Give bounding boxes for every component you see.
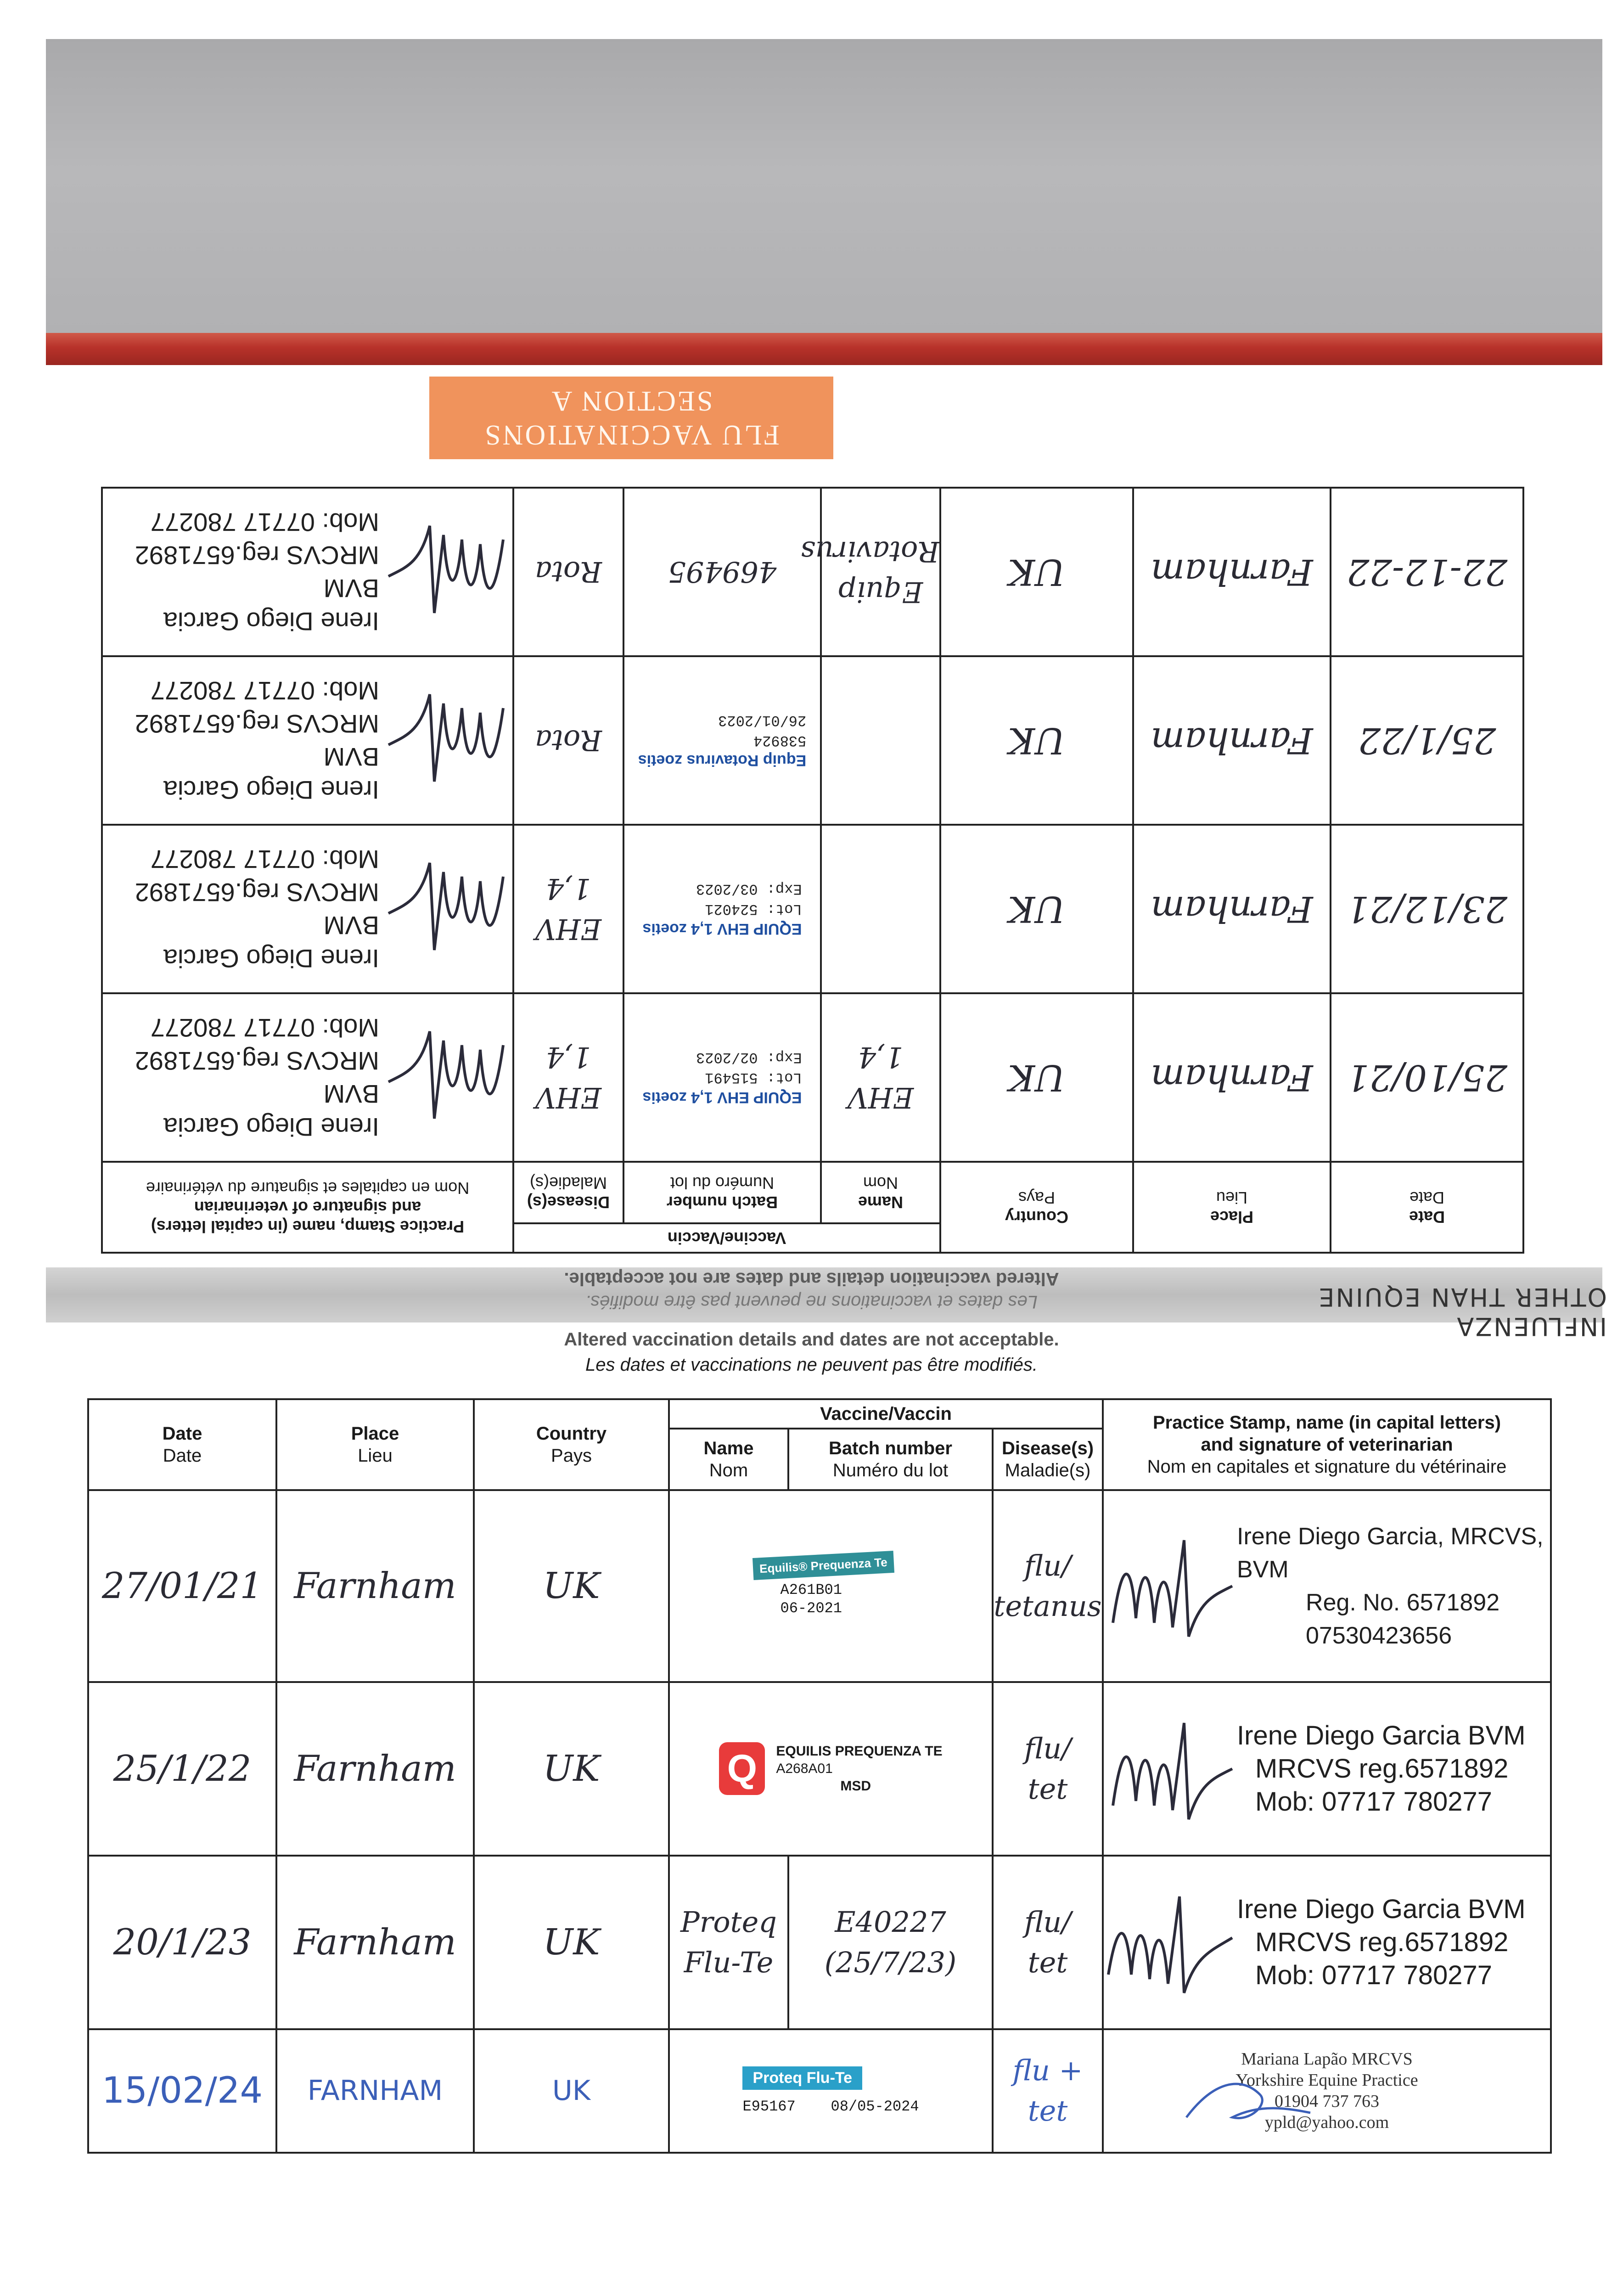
row-place: Farnham [1133,656,1331,825]
row-disease: EHV 1,4 [513,993,623,1162]
col-disease: Disease(s) Maladie(s) [513,1162,623,1223]
vet-mob: Mob: 07717 780277 [150,508,379,537]
row-name [821,825,940,993]
row-date: 20/1/23 [88,1856,276,2029]
table-row [88,1490,1551,1682]
msd-mark: MSD [840,1778,871,1794]
other-than-influenza-note: INFLUENZA OTHER THAN EQUINE [1317,1283,1607,1341]
row-country: UK [474,2029,669,2153]
signature [379,850,512,969]
col-disease: Disease(s) Maladie(s) [993,1429,1103,1490]
vet-name: Irene Diego Garcia BVM [1237,1894,1526,1924]
col-date: Date Date [1331,1162,1523,1253]
row-name: EHV 1,4 [821,993,940,1162]
row-place: Farnham [1133,993,1331,1162]
label-brand: EQUILIS PREQUENZA TE [776,1743,943,1759]
label-batch: A261B01 [780,1581,842,1598]
table-row [102,656,1523,825]
signature [1104,1883,1237,2002]
row-disease: Rota [513,488,623,656]
row-country: UK [474,1856,669,2029]
row-label-sticker [669,2029,993,2153]
col-batch: Batch number Numéro du lot [623,1162,821,1223]
proteq-label [742,2066,919,2115]
col-batch: Batch number Numéro du lot [788,1429,993,1490]
vaccine-label-sticker: EQUIP EHV 1,4 zoetis Lot: 524021 Exp: 03/2023 [642,880,802,938]
row-place: Farnham [1133,825,1331,993]
header-title: FLU VACCINATIONS [483,419,780,450]
table-row [88,2029,1551,2153]
vet-name: Irene Diego Garcia BVM [163,1080,379,1142]
row-vet-stamp [1103,2029,1551,2153]
vet-name: Irene Diego Garcia BVM [163,574,379,636]
row-country: UK [940,488,1133,656]
prequenza-label [670,1742,992,1795]
row-disease: flu + tet [993,2029,1103,2153]
vet-mob: Mob: 07717 780277 [1255,1786,1493,1817]
row-batch-label [623,825,821,993]
row-name [821,656,940,825]
row-country: UK [474,1682,669,1856]
row-date: 15/02/24 [88,2029,276,2153]
row-country: UK [940,656,1133,825]
row-disease: flu/ tet [993,1856,1103,2029]
equilis-label [753,1554,909,1618]
vet-name: Irene Diego Garcia, MRCVS, BVM [1237,1523,1544,1583]
header-section: SECTION A [550,385,713,416]
row-place: Farnham [276,1682,474,1856]
signature [379,681,512,800]
row-disease: flu/ tet [993,1682,1103,1856]
notice-fr: Les dates et vaccinations ne peuvent pas être modifiés. [585,1355,1038,1375]
vet-email: ypld@yahoo.com [1264,2113,1389,2133]
vaccine-label-sticker: EQUIP EHV 1,4 zoetis Lot: 515491 Exp: 02/2023 [642,1049,802,1107]
vet-reg: MRCVS reg.6571892 [135,541,379,570]
label-exp: 08/05-2024 [831,2098,919,2116]
table-row [102,825,1523,993]
label-batch: E95167 [742,2098,796,2116]
upside-down-notice-fr: Les dates et vaccinations ne peuvent pas être modifiés. [585,1292,1038,1312]
row-date: 23/12/21 [1331,825,1523,993]
col-name: Name Nom [821,1162,940,1223]
vet-mob: Mob: 07717 780277 [150,845,379,874]
row-disease: flu/ tetanus [993,1490,1103,1682]
table-row [102,488,1523,656]
section-a-header [429,377,833,459]
upside-down-notice-en: Altered vaccination details and dates are not acceptable. [564,1269,1059,1289]
row-date: 25/1/22 [1331,656,1523,825]
table-row [88,1682,1551,1856]
signature [1177,2067,1315,2131]
vet-reg: MRCVS reg.6571892 [135,878,379,907]
proteq-brand: Proteq Flu-Te [742,2066,862,2090]
row-place: Farnham [276,1856,474,2029]
vet-phone: 01904 737 763 [1275,2092,1379,2111]
col-country: Country Pays [940,1162,1133,1253]
vet-mob: 07530423656 [1306,1622,1452,1649]
row-vet-stamp [102,488,513,656]
grey-top-band [46,39,1602,333]
row-batch-label [623,656,821,825]
row-vet-stamp [1103,1490,1551,1682]
row-vet-stamp [102,656,513,825]
label-batch: A268A01 [776,1761,833,1776]
table-row [88,1856,1551,2029]
row-date: 22-12-22 [1331,488,1523,656]
vaccine-label-sticker: Equip Rotavirus zoetis 538924 26/01/2023 [638,712,807,770]
col-name: Name Nom [669,1429,788,1490]
col-vaccine: Vaccine/Vaccin [669,1399,1103,1429]
row-vet-stamp [1103,1682,1551,1856]
red-stripe [46,333,1602,365]
row-label-sticker [669,1490,993,1682]
vet-reg: MRCVS reg.6571892 [1255,1927,1509,1957]
label-exp: 06-2021 [780,1600,842,1617]
row-disease: EHV 1,4 [513,825,623,993]
upside-down-vaccination-table [101,487,1524,1254]
q-logo-icon: Q [719,1742,765,1795]
row-batch: E40227 (25/7/23) [788,1856,993,2029]
col-date: Date Date [88,1399,276,1490]
vet-name: Irene Diego Garcia BVM [1237,1720,1526,1750]
vet-practice: Yorkshire Equine Practice [1236,2071,1418,2090]
vet-reg: MRCVS reg.6571892 [135,1047,379,1076]
col-vaccine: Vaccine/Vaccin [513,1223,940,1253]
row-place: FARNHAM [276,2029,474,2153]
vet-reg: Reg. No. 6571892 [1306,1589,1500,1616]
row-name: Proteq Flu-Te [669,1856,788,2029]
row-country: UK [940,993,1133,1162]
row-date: 25/1/22 [88,1682,276,1856]
vet-name: Mariana Lapão MRCVS [1241,2049,1413,2069]
vet-mob: Mob: 07717 780277 [150,676,379,706]
row-label-sticker [669,1682,993,1856]
vet-reg: MRCVS reg.6571892 [1255,1753,1509,1784]
row-vet-stamp [102,825,513,993]
row-vet-stamp [1103,1856,1551,2029]
row-name: Equip Rotavirus [821,488,940,656]
signature [1104,1709,1237,1829]
signature [379,512,512,632]
row-vet-stamp [102,993,513,1162]
row-date: 25/10/21 [1331,993,1523,1162]
col-stamp: Practice Stamp, name (in capital letters) and signature of veterinarian Nom en capitales et signature du vétérinaire [102,1162,513,1253]
row-disease: Rota [513,656,623,825]
col-country: Country Pays [474,1399,669,1490]
signature [1104,1526,1237,1646]
col-stamp: Practice Stamp, name (in capital letters) and signature of veterinarian Nom en capitales et signature du vétérinaire [1103,1399,1551,1490]
notice-en: Altered vaccination details and dates are not acceptable. [564,1329,1059,1350]
table-row [102,993,1523,1162]
row-place: Farnham [276,1490,474,1682]
vet-mob: Mob: 07717 780277 [150,1013,379,1043]
vet-name: Irene Diego Garcia BVM [163,743,379,805]
col-place: Place Lieu [276,1399,474,1490]
batch-handwritten: 469495 [668,555,777,589]
vet-name: Irene Diego Garcia BVM [163,911,379,974]
signature [379,1018,512,1137]
col-place: Place Lieu [1133,1162,1331,1253]
row-country: UK [474,1490,669,1682]
row-date: 27/01/21 [88,1490,276,1682]
equilis-brand: Equilis® Prequenza Te [752,1551,894,1580]
row-batch-label [623,993,821,1162]
row-place: Farnham [1133,488,1331,656]
row-batch-label [623,488,821,656]
vet-reg: MRCVS reg.6571892 [135,709,379,739]
vet-mob: Mob: 07717 780277 [1255,1960,1493,1990]
influenza-vaccination-table [87,1398,1552,2154]
row-country: UK [940,825,1133,993]
